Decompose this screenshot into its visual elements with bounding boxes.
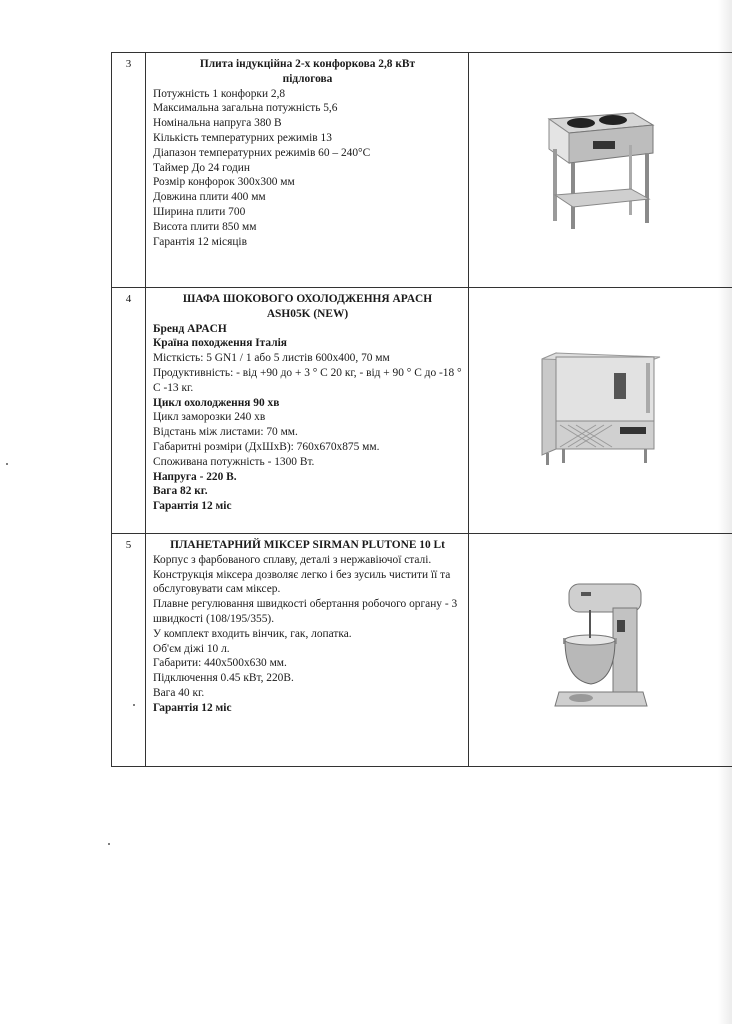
spec-line: Підключення 0.45 кВт, 220В.: [153, 672, 294, 685]
spec-line: Гарантія 12 міс: [153, 500, 232, 513]
blast-chiller-image: [536, 351, 666, 471]
item-title: Плита індукційна 2-х конфоркова 2,8 кВт підлогова: [199, 58, 416, 85]
scan-speck: [6, 463, 8, 465]
spec-line: Плавне регулювання швидкості обертання робочого органу - 3 швидкості (108/195/355).: [153, 598, 458, 625]
spec-line: Місткість: 5 GN1 / 1 або 5 листів 600х400, 70 мм: [153, 352, 390, 365]
item-title: ПЛАНЕТАРНИЙ МІКСЕР SIRMAN PLUTONE 10 Lt: [170, 539, 445, 551]
item-description: [146, 53, 469, 288]
equipment-spec-table: [111, 52, 732, 767]
item-image-cell: [469, 534, 732, 767]
spec-line: Напруга - 220 В.: [153, 470, 237, 483]
row-number: 5: [112, 534, 146, 767]
item-title: ШАФА ШОКОВОГО ОХОЛОДЖЕННЯ APACH ASH05K (NEW): [182, 293, 433, 320]
spec-line: Гарантія 12 міс: [153, 701, 232, 714]
spec-line: Розмір конфорок 300х300 мм: [153, 176, 295, 189]
scan-speck: [108, 843, 110, 845]
spec-line: Вага 82 кг.: [153, 485, 208, 498]
spec-line: Бренд APACH: [153, 322, 227, 335]
spec-line: Кількість температурних режимів 13: [153, 131, 332, 144]
spec-line: Максимальна загальна потужність 5,6: [153, 102, 338, 115]
spec-line: Цикл заморозки 240 хв: [153, 411, 266, 424]
spec-line: Габаритні розміри (ДхШхВ): 760х670х875 мм.: [153, 440, 380, 453]
spec-line: Номінальна напруга 380 В: [153, 117, 282, 130]
table-row: [112, 53, 732, 288]
spec-line: Діапазон температурних режимів 60 – 240°С: [153, 146, 371, 159]
spec-line: Конструкція міксера дозволяє легко і без зусиль чистити її та обслуговувати сам міксер.: [153, 568, 451, 596]
planetary-mixer-image: [551, 580, 651, 720]
spec-line: Споживана потужність - 1300 Вт.: [153, 455, 315, 468]
spec-line: Потужність 1 конфорки 2,8: [153, 87, 286, 100]
spec-line: Цикл охолодження 90 хв: [153, 396, 280, 409]
item-description: [146, 288, 469, 534]
spec-line: Габарити: 440х500х630 мм.: [153, 657, 287, 670]
spec-line: Таймер До 24 годин: [153, 161, 250, 174]
item-image-cell: [469, 53, 732, 288]
spec-line: Продуктивність: - від +90 до + 3 ° С 20 кг, - від + 90 ° С до -18 ° С -13 кг.: [153, 366, 462, 394]
row-number: 3: [112, 53, 146, 288]
table-row: [112, 288, 732, 534]
spec-line: У комплект входить вінчик, гак, лопатка.: [153, 627, 352, 640]
spec-line: Вага 40 кг.: [153, 686, 205, 699]
spec-line: Країна походження Італія: [153, 337, 287, 350]
spec-line: Відстань між листами: 70 мм.: [153, 426, 298, 439]
spec-line: Довжина плити 400 мм: [153, 191, 266, 204]
induction-stove-image: [541, 105, 661, 235]
item-image-cell: [469, 288, 732, 534]
spec-line: Об'єм діжі 10 л.: [153, 642, 230, 655]
spec-line: Корпус з фарбованого сплаву, деталі з нержавіючої сталі.: [153, 553, 432, 566]
spec-line: Гарантія 12 місяців: [153, 235, 247, 248]
spec-line: Ширина плити 700: [153, 205, 246, 218]
table-row: [112, 534, 732, 767]
item-description: [146, 534, 469, 767]
spec-line: Висота плити 850 мм: [153, 220, 257, 233]
row-number: 4: [112, 288, 146, 534]
